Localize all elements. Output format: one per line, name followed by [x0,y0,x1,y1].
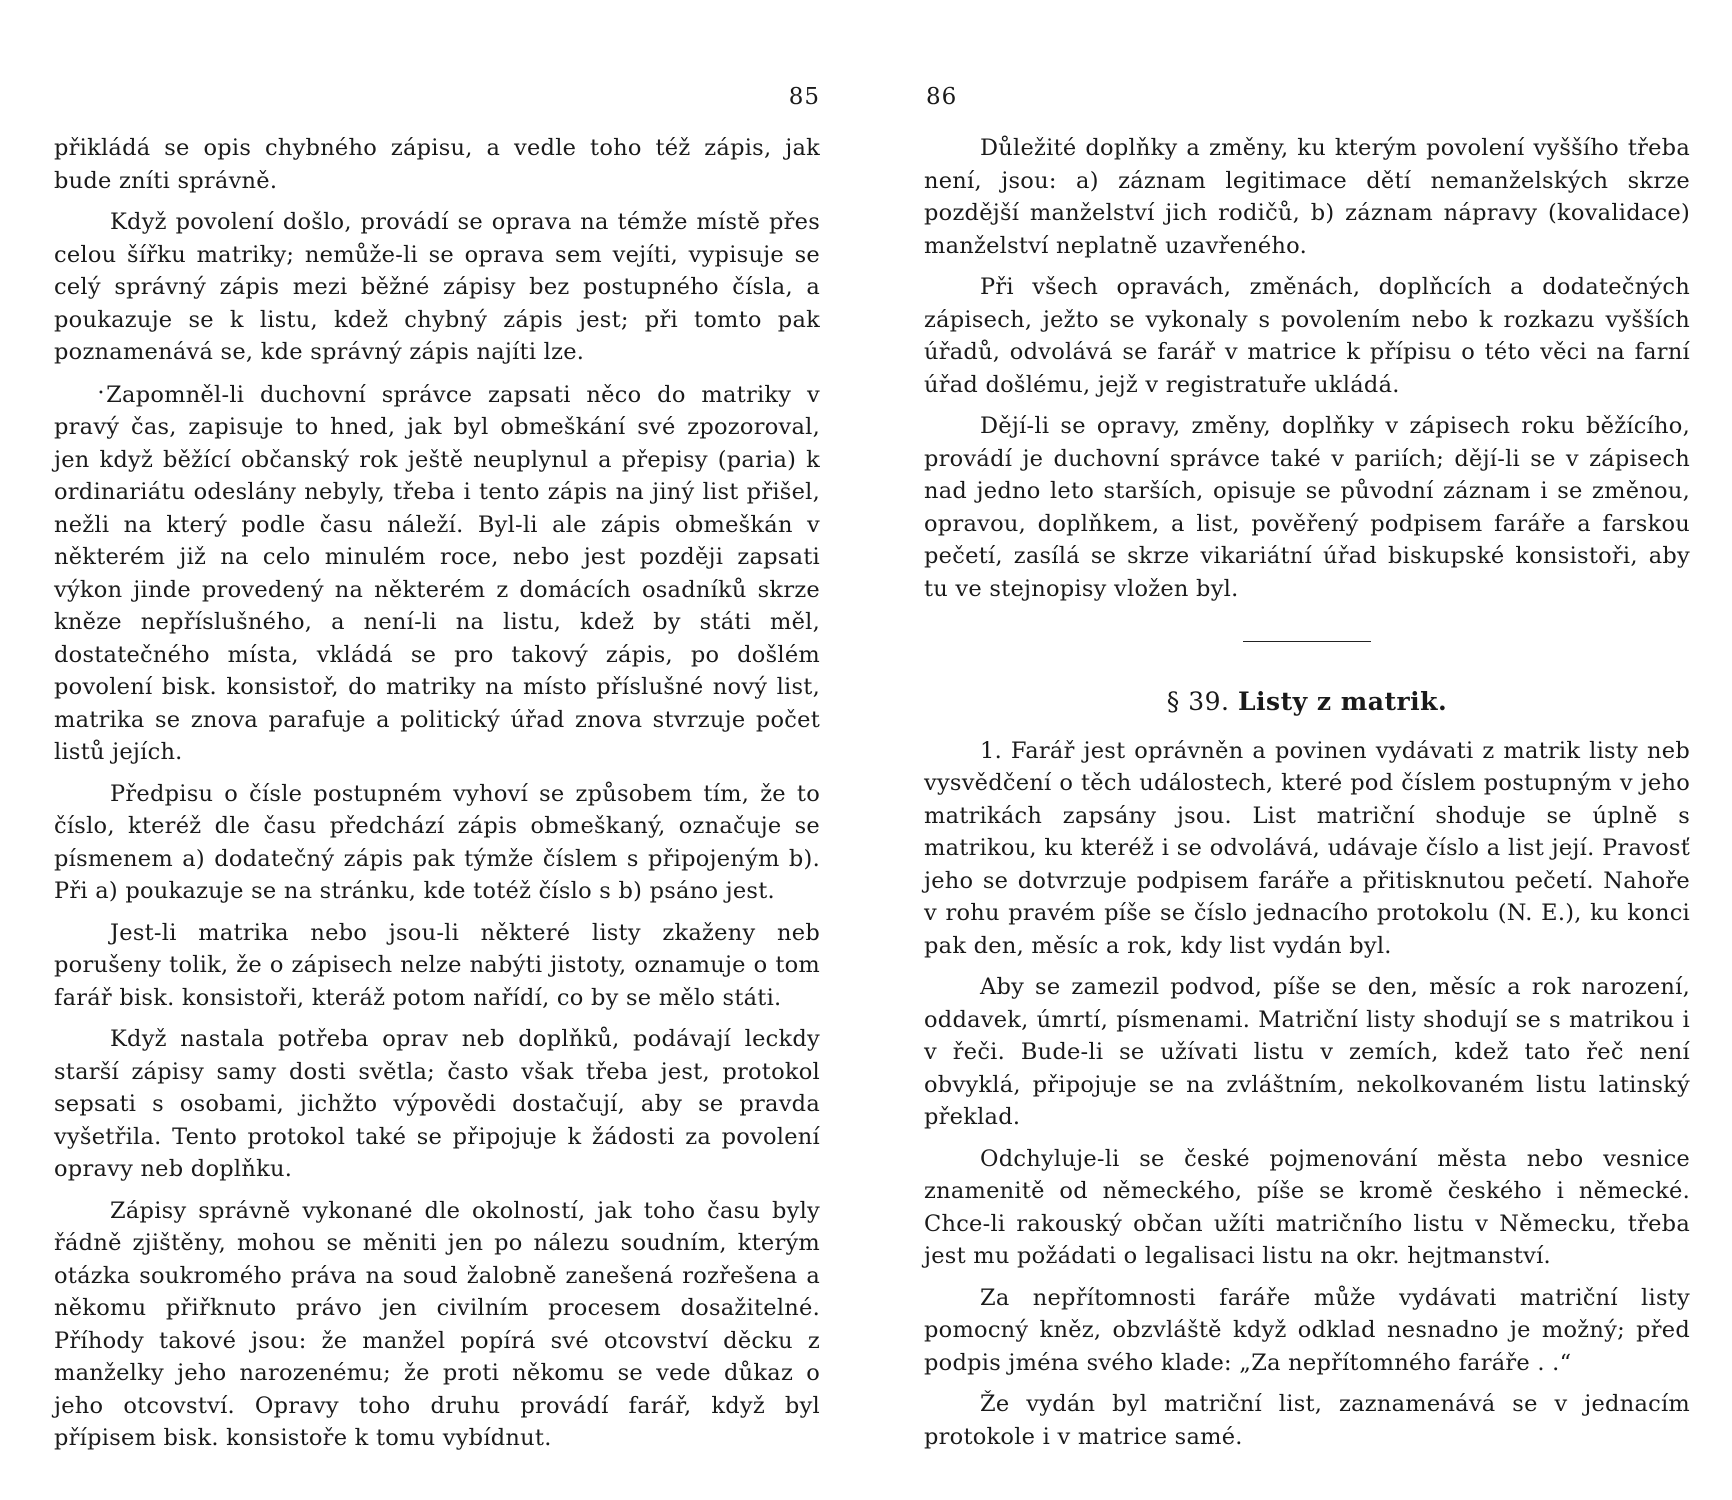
paragraph: Jest-li matrika nebo jsou-li některé listy zkaženy neb porušeny tolik, že o zápisech nelze nabýti jistoty, oznamuje o tom farář bisk. konsistoři, kteráž potom nařídí, co by se mělo státi. [54,919,820,1011]
paragraph: Důležité doplňky a změny, ku kterým povolení vyššího třeba není, jsou: a) záznam legitimace dětí nemanželských skrze pozdější manželství jich rodičů, b) záznam nápravy (kovalidace) manželství neplatně uzavřeného. [924,135,1690,259]
paragraph: 1. Farář jest oprávněn a povinen vydávati z matrik listy neb vysvědčení o těch událostech, které pod číslem postupným v jeho matrikách zapsány jsou. List matriční shoduje se úplně s matrikou, ku kteréž i se odvolává, udávaje číslo a list její. Pravosť jeho se dotvrzuje podpisem faráře a přitisknutou pečetí. Nahoře v rohu pravém píše se číslo jednacího protokolu (N. E.), ku konci pak den, měsíc a rok, kdy list vydán byl. [924,737,1690,959]
paragraph: • Zapomněl-li duchovní správce zapsati něco do matriky v pravý čas, zapisuje to hned, jak byl obmeškání své zpozoroval, jen když běžící občanský rok ještě neuplynul a přepisy (paria) k ordinariátu odeslány nebyly, třeba i tento zápis na jiný list přišel, nežli na který podle času náleží. Byl-li ale zápis obmeškán v některém již na celo minulém roce, nebo jest později zapsati výkon jinde provedený na některém z domácích osadníků skrze kněze nepříslušného, a není-li na listu, kdež by státi měl, dostatečného místa, vkládá se pro takový zápis, po došlém povolení bisk. konsistoř, do matriky na místo příslušné nový list, matrika se znova parafuje a politický úřad znova stvrzuje počet listů jejích. [54,378,820,769]
section-divider [1243,641,1371,642]
paragraph: Za nepřítomnosti faráře může vydávati matriční listy pomocný kněz, obzvláště když odklad nesnadno je možný; před podpis jména svého klade: „Za nepřítomného faráře . .“ [924,1284,1690,1376]
paragraph: Když nastala potřeba oprav neb doplňků, podávají leckdy starší zápisy samy dosti světla; často však třeba jest, protokol sepsati s osobami, jichžto výpovědi dostačují, aby se pravda vyšetřila. Tento protokol také se připojuje k žádosti za povolení opravy neb doplňku. [54,1026,820,1182]
paragraph: přikládá se opis chybného zápisu, a vedle toho též zápis, jak bude zníti správně. [54,135,820,194]
paragraph: Že vydán byl matriční list, zaznamenává se v jednacím protokole i v matrice samé. [924,1391,1690,1450]
paragraph: Předpisu o čísle postupném vyhoví se způsobem tím, že to číslo, kteréž dle času předchází zápis obmeškaný, označuje se písmenem a) dodatečný zápis pak týmže číslem s připojeným b). Při a) poukazuje se na stránku, kde totéž číslo s b) psáno jest. [54,780,820,904]
section-body [924,735,1690,1454]
page-number-left: 85 [788,84,820,110]
paragraph: Zápisy správně vykonané dle okolností, jak toho času byly řádně zjištěny, mohou se měniti jen po nálezu soudním, kterým otázka soukromého práva na soud žalobně zanešená rozřešena a někomu přiřknuto právo jen civilním procesem dosažitelné. Příhody takové jsou: že manžel popírá své otcovství děcku z manželky jeho narozenému; že proti někomu se vede důkaz o jeho otcovství. Opravy toho druhu provádí farář, když byl přípisem bisk. konsistoře k tomu vybídnut. [54,1197,820,1451]
paragraph: Dějí-li se opravy, změny, doplňky v zápisech roku běžícího, provádí je duchovní správce také v pariích; dějí-li se v zápisech nad jedno leto starších, opisuje se původní záznam i se změnou, opravou, doplňkem, a list, pověřený podpisem faráře a farskou pečetí, zasílá se skrze vikariátní úřad biskupské konsistoři, aby tu ve stejnopisy vložen byl. [924,413,1690,602]
paragraph: Aby se zamezil podvod, píše se den, měsíc a rok narození, oddavek, úmrtí, písmenami. Matriční listy shodují se s matrikou i v řeči. Bude-li se užívati listu v zemích, kdež tato řeč není obvyklá, připojuje se na zvláštním, nekolkovaném listu latinský překlad. [924,974,1690,1130]
paragraph: Odchyluje-li se české pojmenování města nebo vesnice znamenitě od německého, píše se kromě českého i německé. Chce-li rakouský občan užíti matričního listu v Německu, třeba jest mu požádati o legalisaci listu na okr. hejtmanství. [924,1145,1690,1269]
page-number-right: 86 [926,84,958,110]
section-number: § 39. [1166,687,1230,716]
section-title: Listy z matrik. [1237,687,1448,716]
paragraph: Při všech opravách, změnách, doplňcích a dodatečných zápisech, ježto se vykonaly s povolením nebo k rozkazu vyšších úřadů, odvolává se farář v matrice k přípisu o této věci na farní úřad došlému, jejž v registratuře ukládá. [924,274,1690,398]
paragraph: Když povolení došlo, provádí se oprava na témže místě přes celou šířku matriky; nemůže-li se oprava sem vejíti, vypisuje se celý správný zápis mezi běžné zápisy bez postupného čísla, a poukazuje se k listu, kdež chybný zápis jest; při tomto pak poznamenává se, kde správný zápis najíti lze. [54,209,820,365]
right-page-text [924,132,1690,1462]
section-heading [924,686,1690,719]
left-page-text [54,132,820,1464]
